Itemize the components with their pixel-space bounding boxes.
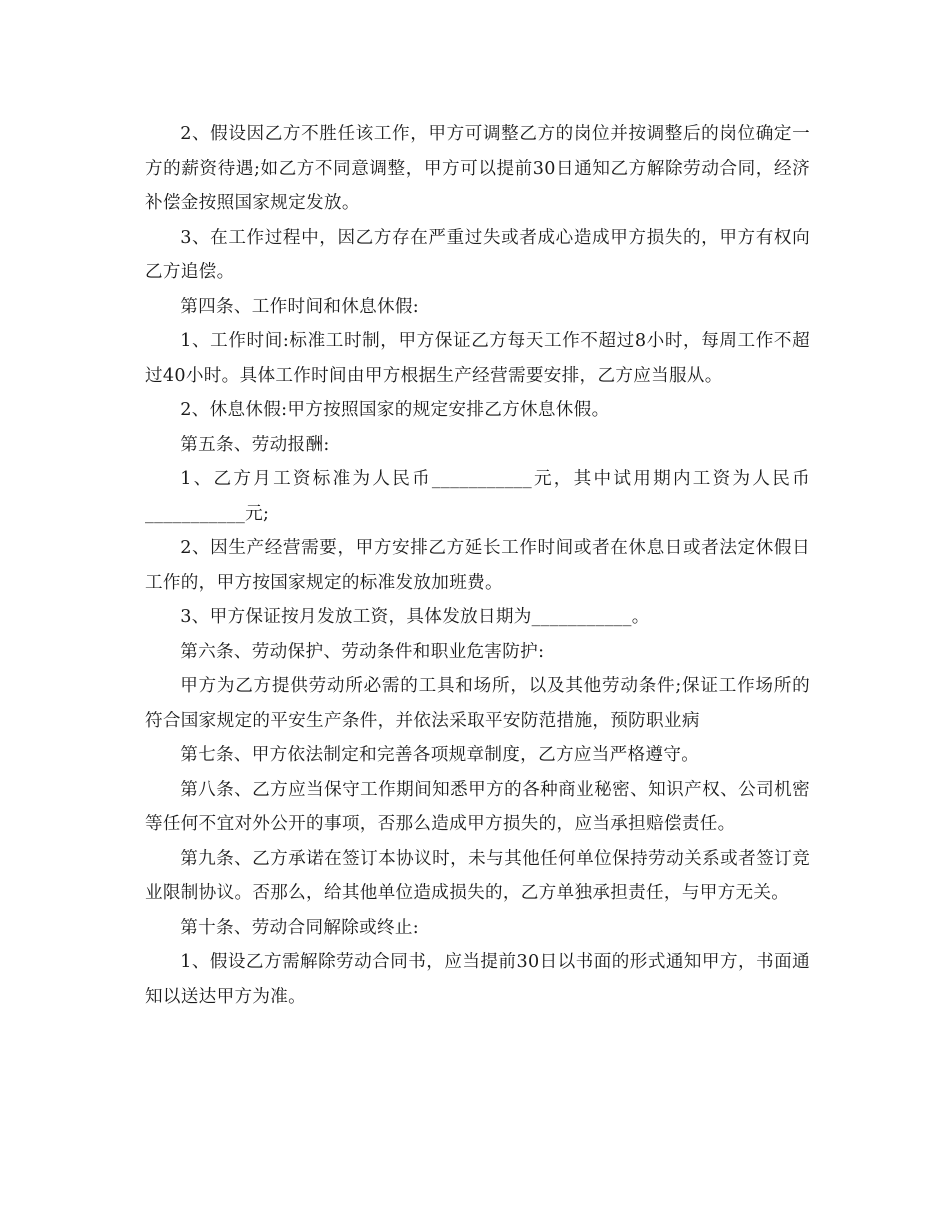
article-4-item-1: 1、工作时间:标准工时制，甲方保证乙方每天工作不超过8小时，每周工作不超过40小时。具体工作时间由甲方根据生产经营需要安排，乙方应当服从。 <box>145 331 810 386</box>
clause-2-item-2: 2、假设因乙方不胜任该工作，甲方可调整乙方的岗位并按调整后的岗位确定一方的薪资待遇;如乙方不同意调整，甲方可以提前30日通知乙方解除劳动合同，经济补偿金按照国家规定发放。 <box>145 124 810 213</box>
article-8: 第八条、乙方应当保守工作期间知悉甲方的各种商业秘密、知识产权、公司机密等任何不宜对外公开的事项，否那么造成甲方损失的，应当承担赔偿责任。 <box>145 779 810 834</box>
article-9: 第九条、乙方承诺在签订本协议时，未与其他任何单位保持劳动关系或者签订竞业限制协议。否那么，给其他单位造成损失的，乙方单独承担责任，与甲方无关。 <box>145 848 810 903</box>
article-5-item-3: 3、甲方保证按月发放工资，具体发放日期为___________。 <box>180 607 650 627</box>
article-7: 第七条、甲方依法制定和完善各项规章制度，乙方应当严格遵守。 <box>180 745 700 765</box>
article-10-heading: 第十条、劳动合同解除或终止: <box>180 917 420 938</box>
clause-2-item-3: 3、在工作过程中，因乙方存在严重过失或者成心造成甲方损失的，甲方有权向乙方追偿。 <box>145 227 810 282</box>
document-body <box>145 117 810 1014</box>
article-4-item-2: 2、休息休假:甲方按照国家的规定安排乙方休息休假。 <box>180 400 610 420</box>
article-10-item-1: 1、假设乙方需解除劳动合同书，应当提前30日以书面的形式通知甲方，书面通知以送达甲方为准。 <box>145 952 810 1007</box>
article-5-item-2: 2、因生产经营需要，甲方安排乙方延长工作时间或者在休息日或者法定休假日工作的，甲方按国家规定的标准发放加班费。 <box>145 538 810 593</box>
article-6-body: 甲方为乙方提供劳动所必需的工具和场所，以及其他劳动条件;保证工作场所的符合国家规定的平安生产条件，并依法采取平安防范措施，预防职业病 <box>145 676 810 731</box>
article-4-heading: 第四条、工作时间和休息休假: <box>180 296 420 317</box>
article-5-heading: 第五条、劳动报酬: <box>180 434 330 455</box>
article-6-heading: 第六条、劳动保护、劳动条件和职业危害防护: <box>180 641 545 662</box>
article-5-item-1: 1、乙方月工资标准为人民币___________元，其中试用期内工资为人民币___________元; <box>145 469 810 524</box>
